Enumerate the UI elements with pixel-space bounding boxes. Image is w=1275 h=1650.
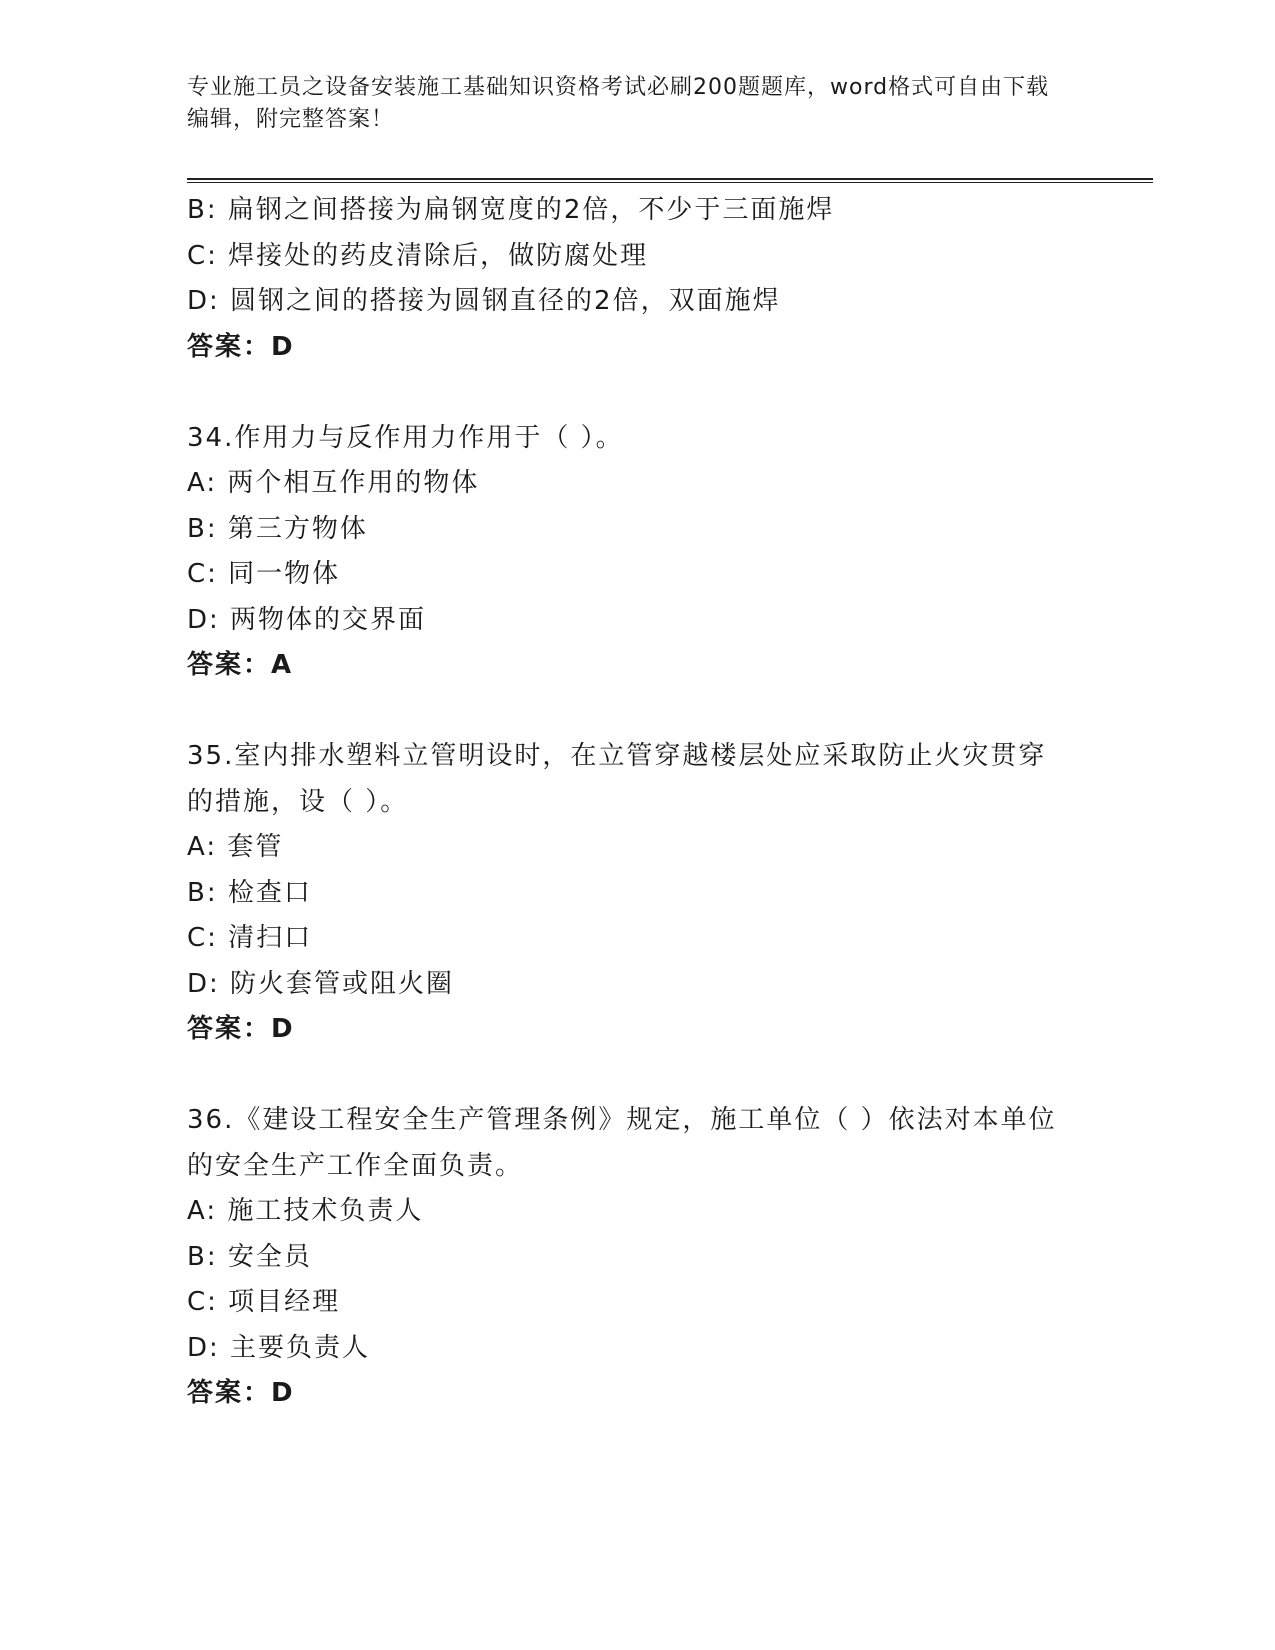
option-c: C: 焊接处的药皮清除后，做防腐处理 bbox=[187, 240, 649, 271]
option-a: A: 施工技术负责人 bbox=[187, 1196, 424, 1226]
option-c: C: 项目经理 bbox=[187, 1287, 341, 1317]
document-header: 专业施工员之设备安装施工基础知识资格考试必刷200题题库，word格式可自由下载编辑，附完整答案！ bbox=[187, 75, 1050, 132]
spacer bbox=[187, 1053, 1087, 1099]
spacer bbox=[187, 370, 1087, 416]
header-divider bbox=[187, 178, 1153, 183]
question-list bbox=[187, 188, 1087, 1417]
question-block-prev bbox=[187, 188, 1087, 370]
option-d: D: 主要负责人 bbox=[187, 1332, 371, 1363]
question-text: 35.室内排水塑料立管明设时，在立管穿越楼层处应采取防止火灾贯穿的措施，设（ ）。 bbox=[187, 741, 1047, 817]
option-d: D: 两物体的交界面 bbox=[187, 604, 427, 635]
answer-line: 答案：A bbox=[187, 650, 294, 680]
option-b: B: 第三方物体 bbox=[187, 513, 368, 544]
question-text: 36.《建设工程安全生产管理条例》规定，施工单位（ ）依法对本单位的安全生产工作全面负责。 bbox=[187, 1105, 1057, 1181]
question-block-35 bbox=[187, 734, 1087, 1053]
option-b: B: 安全员 bbox=[187, 1241, 312, 1272]
question-block-36 bbox=[187, 1098, 1087, 1417]
answer-line: 答案：D bbox=[187, 1014, 295, 1044]
option-b: B: 扁钢之间搭接为扁钢宽度的2倍，不少于三面施焊 bbox=[187, 195, 835, 225]
spacer bbox=[187, 689, 1087, 735]
question-block-34 bbox=[187, 416, 1087, 689]
question-text: 34.作用力与反作用力作用于（ ）。 bbox=[187, 422, 624, 453]
option-a: A: 两个相互作用的物体 bbox=[187, 468, 480, 498]
option-d: D: 防火套管或阻火圈 bbox=[187, 968, 455, 999]
option-c: C: 同一物体 bbox=[187, 559, 341, 589]
option-d: D: 圆钢之间的搭接为圆钢直径的2倍，双面施焊 bbox=[187, 286, 781, 316]
answer-line: 答案：D bbox=[187, 1378, 295, 1408]
answer-line: 答案：D bbox=[187, 331, 295, 362]
option-a: A: 套管 bbox=[187, 832, 284, 862]
option-c: C: 清扫口 bbox=[187, 923, 313, 953]
option-b: B: 检查口 bbox=[187, 877, 312, 908]
